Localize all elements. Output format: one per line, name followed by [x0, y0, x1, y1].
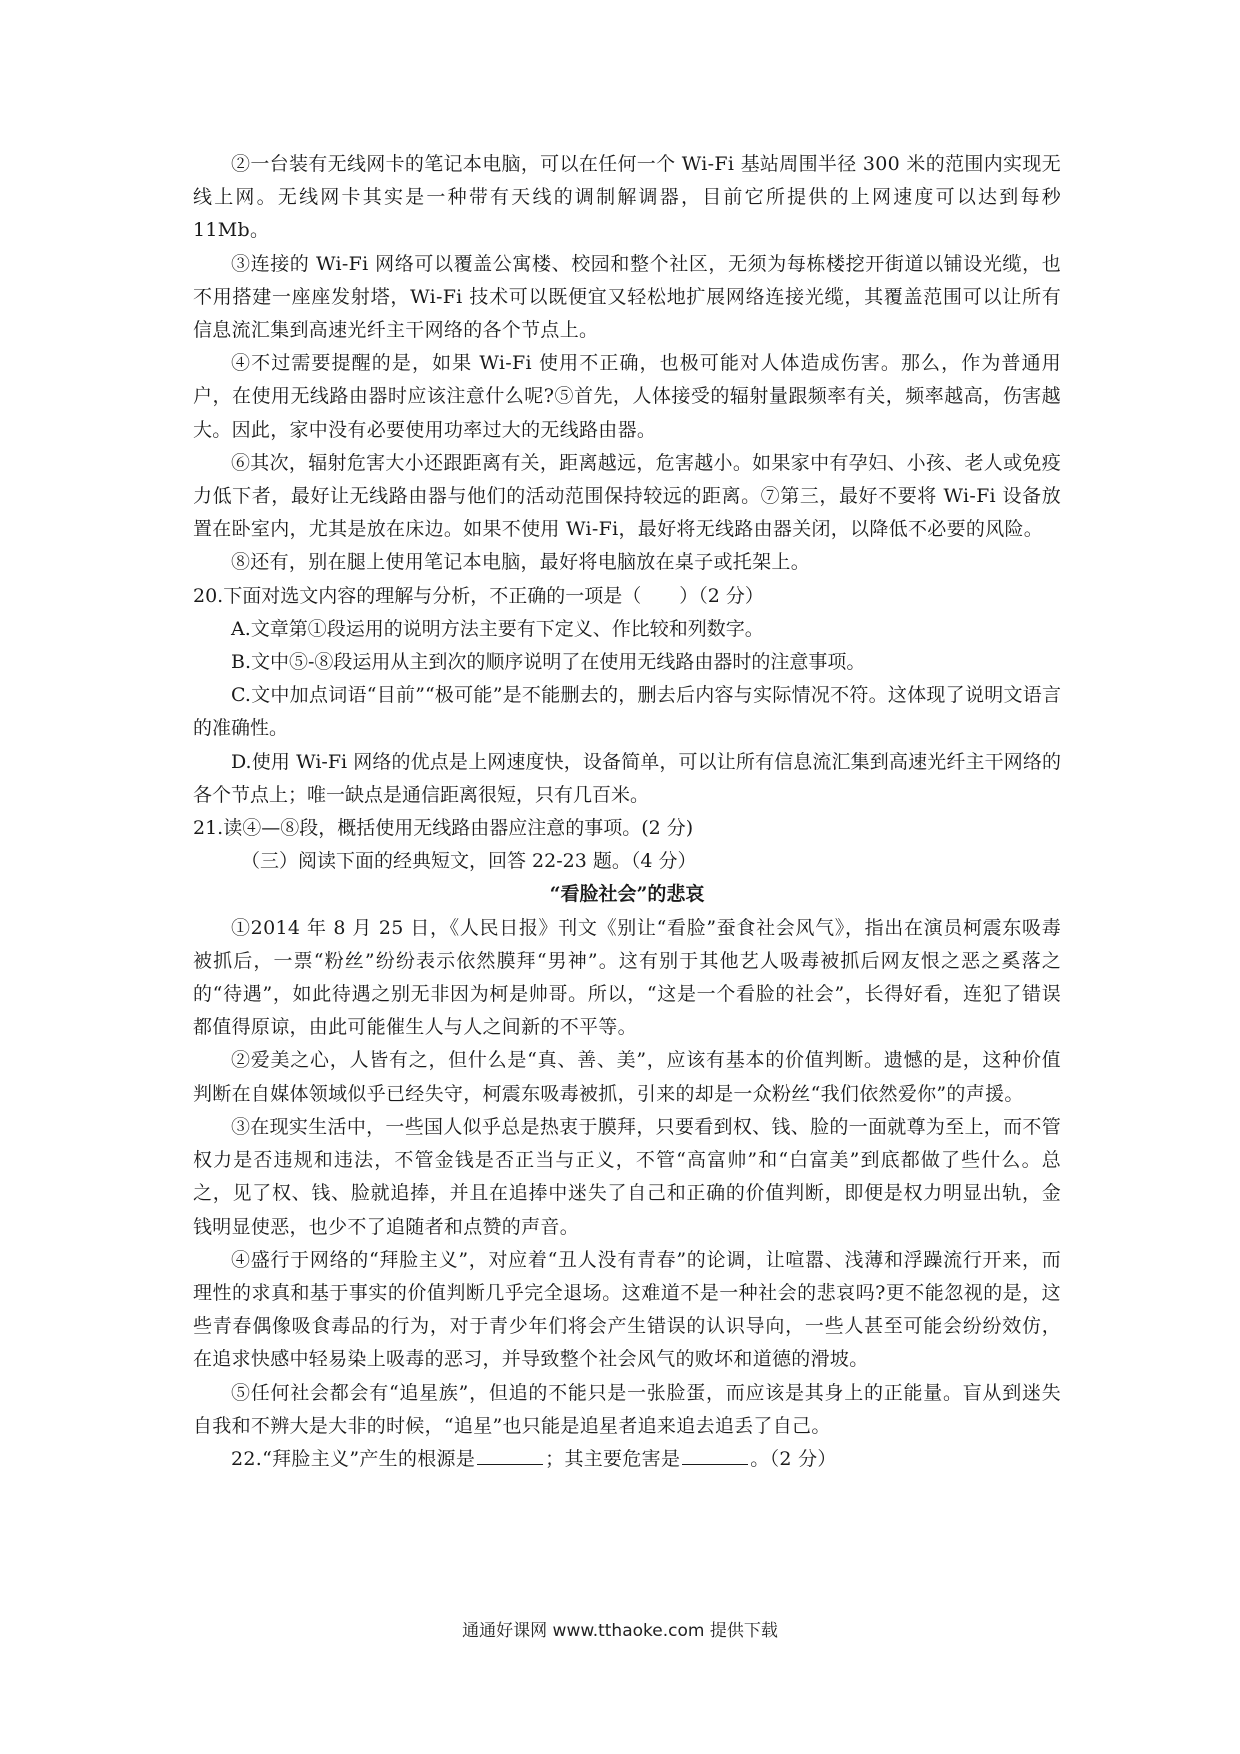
- question-20-option-a: A.文章第①段运用的说明方法主要有下定义、作比较和列数字。: [231, 617, 764, 640]
- article-paragraph-4: ④盛行于网络的“拜脸主义”，对应着“丑人没有青春”的论调，让喧嚣、浅薄和浮躁流行开来，而理性的求真和基于事实的价值判断几乎完全退场。这难道不是一种社会的悲哀吗?更不能忽视的是，这些青春偶像吸食毒品的行为，对于青少年们将会产生错误的认识导向，一些人甚至可能会纷纷效仿，在追求快感中轻易染上吸毒的恶习，并导致整个社会风气的败坏和道德的滑坡。: [193, 1248, 1061, 1371]
- article-paragraph-3: ③在现实生活中，一些国人似乎总是热衷于膜拜，只要看到权、钱、脸的一面就尊为至上，而不管权力是否违规和违法，不管金钱是否正当与正义，不管“高富帅”和“白富美”到底都做了些什么。总之，见了权、钱、脸就追捧，并且在追捧中迷失了自己和正确的价值判断，即便是权力明显出轨，金钱明显使恶，也少不了追随者和点赞的声音。: [193, 1115, 1061, 1238]
- footer-watermark: 通通好课网 www.tthaoke.com 提供下载: [462, 1621, 778, 1641]
- section-3-heading: （三）阅读下面的经典短文，回答 22-23 题。（4 分）: [241, 850, 697, 873]
- document-page: [193, 148, 1061, 1476]
- question-20-option-b: B.文中⑤-⑧段运用从主到次的顺序说明了在使用无线路由器时的注意事项。: [231, 651, 866, 674]
- question-22-part-3: 。（2 分）: [750, 1447, 837, 1470]
- passage1-paragraph-4: ④不过需要提醒的是，如果 Wi-Fi 使用不正确，也极可能对人体造成伤害。那么，作为普通用户，在使用无线路由器时应该注意什么呢?⑤首先，人体接受的辐射量跟频率有关，频率越高，伤害越大。因此，家中没有必要使用功率过大的无线路由器。: [193, 352, 1061, 441]
- question-20-stem: 20.下面对选文内容的理解与分析，不正确的一项是（ ）（2 分）: [193, 584, 764, 607]
- question-22-part-2: ；其主要危害是: [545, 1447, 681, 1470]
- passage1-paragraph-2: ②一台装有无线网卡的笔记本电脑，可以在任何一个 Wi-Fi 基站周围半径 300 米的范围内实现无线上网。无线网卡其实是一种带有天线的调制解调器，目前它所提供的上网速度可以达到每秒 11Mb。: [193, 153, 1061, 242]
- passage1-paragraph-3: ③连接的 Wi-Fi 网络可以覆盖公寓楼、校园和整个社区，无须为每栋楼挖开街道以铺设光缆，也不用搭建一座座发射塔，Wi-Fi 技术可以既便宜又轻松地扩展网络连接光缆，其覆盖范围可以让所有信息流汇集到高速光纤主干网络的各个节点上。: [193, 252, 1061, 342]
- passage1-paragraph-6: ⑥其次，辐射危害大小还跟距离有关，距离越远，危害越小。如果家中有孕妇、小孩、老人或免疫力低下者，最好让无线路由器与他们的活动范围保持较远的距离。⑦第三，最好不要将 Wi-Fi 设备放置在卧室内，尤其是放在床边。如果不使用 Wi-Fi，最好将无线路由器关闭，以降低不必要的风险。: [193, 451, 1061, 541]
- question-20-option-c: C.文中加点词语“目前”“极可能”是不能删去的，删去后内容与实际情况不符。这体现了说明文语言的准确性。: [193, 684, 1061, 740]
- passage1-paragraph-8: ⑧还有，别在腿上使用笔记本电脑，最好将电脑放在桌子或托架上。: [231, 551, 811, 574]
- question-22: [193, 1443, 1061, 1476]
- article-paragraph-5: ⑤任何社会都会有“追星族”，但追的不能只是一张脸蛋，而应该是其身上的正能量。盲从到迷失自我和不辨大是大非的时候，“追星”也只能是追星者追来追去追丢了自己。: [193, 1381, 1061, 1437]
- question-20-option-d: D.使用 Wi-Fi 网络的优点是上网速度快，设备简单，可以让所有信息流汇集到高速光纤主干网络的各个节点上；唯一缺点是通信距离很短，只有几百米。: [193, 750, 1061, 806]
- article-paragraph-2: ②爱美之心，人皆有之，但什么是“真、善、美”，应该有基本的价值判断。遗憾的是，这种价值判断在自媒体领域似乎已经失守，柯震东吸毒被抓，引来的却是一众粉丝“我们依然爱你”的声援。: [193, 1049, 1061, 1105]
- answer-blank-1[interactable]: [477, 1444, 543, 1465]
- article-title: “看脸社会”的悲哀: [549, 883, 705, 906]
- answer-blank-2[interactable]: [682, 1444, 748, 1465]
- question-21-stem: 21.读④—⑧段，概括使用无线路由器应注意的事项。(2 分): [193, 817, 694, 840]
- article-paragraph-1: ①2014 年 8 月 25 日，《人民日报》刊文《别让“看脸”蚕食社会风气》，指出在演员柯震东吸毒被抓后，一票“粉丝”纷纷表示依然膜拜“男神”。这有别于其他艺人吸毒被抓后网友恨之恶之奚落之的“待遇”，如此待遇之别无非因为柯是帅哥。所以，“这是一个看脸的社会”，长得好看，连犯了错误都值得原谅，由此可能催生人与人之间新的不平等。: [193, 916, 1061, 1039]
- question-22-part-1: 22.“拜脸主义”产生的根源是: [231, 1447, 476, 1470]
